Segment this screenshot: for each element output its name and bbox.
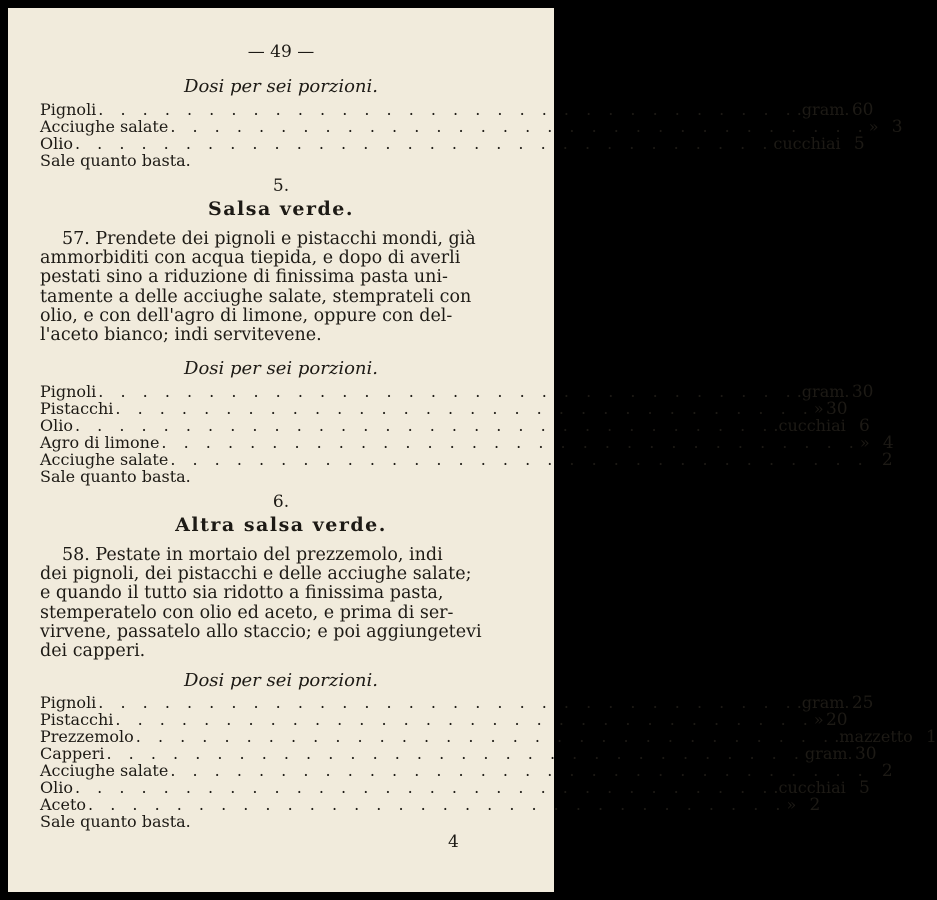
ingredient-unit: .gram. (796, 693, 850, 712)
ingredient-qty: 2 (881, 450, 893, 470)
ingredient-name: Olio (40, 778, 73, 797)
ingredient-qty: 60 (851, 100, 874, 120)
paragraph-line: e quando il tutto sia ridotto a finissima pasta, (40, 583, 444, 604)
leader-dots: . . . . . . . . . . . . . . . . . . . . . . . . . . . . . . . . (170, 117, 869, 136)
dosi-heading: Dosi per sei porzioni. (184, 76, 378, 97)
section-number: 6. (272, 492, 290, 512)
ingredient-qty: 6 (858, 416, 870, 436)
ingredient-name: Acciughe salate (40, 761, 169, 780)
ingredient-name: Acciughe salate (40, 450, 169, 469)
paragraph-line: virvene, passatelo allo staccio; e poi aggiungetevi (40, 621, 482, 642)
paragraph-line: stemperatelo con olio ed aceto, e prima di ser- (40, 602, 454, 623)
leader-dots: . . . . . . . . . . . . . . . . . . . . . . . . . . . . . . . . (98, 382, 797, 401)
ingredient-name: Pignoli (40, 693, 97, 712)
ingredient-unit: .cucchiai (773, 416, 846, 435)
paragraph-line: dei pignoli, dei pistacchi e delle acciughe salate; (40, 564, 472, 585)
ingredient-name: Agro di limone (40, 433, 160, 452)
ingredient-unit: .mazzetto (834, 727, 913, 746)
ingredient-name: Acciughe salate (40, 117, 169, 136)
ingredient-unit: » (786, 795, 797, 814)
book-page (8, 8, 937, 892)
leader-dots: . . . . . . . . . . . . . . . . . . . . . . . . . . . . . . . . (88, 795, 787, 814)
ingredient-unit: » (868, 117, 879, 136)
ingredient-qty: 5 (853, 134, 865, 154)
recipe-paragraph (40, 546, 500, 661)
ingredient-name: Olio (40, 134, 73, 153)
paragraph-line: 57. Prendete dei pignoli e pistacchi mondi, già (62, 229, 476, 249)
leader-dots: . . . . . . . . . . . . . . . . . . . . . . . . . . . . . . . . (98, 100, 797, 119)
ingredient-name: Pignoli (40, 100, 97, 119)
leader-dots: . . . . . . . . . . . . . . . . . . . . . . . . . . . . . . . . (170, 761, 869, 780)
ingredient-name: Olio (40, 416, 73, 435)
ingredient-unit: gram. (804, 744, 853, 763)
section-number: 5. (272, 176, 290, 196)
ingredient-qty: 30 (851, 382, 874, 402)
ingredient-qty: 5 (858, 778, 870, 798)
dosi-heading: Dosi per sei porzioni. (184, 358, 378, 379)
paragraph-line: pestati sino a riduzione di finissima pasta uni- (40, 267, 448, 288)
leader-dots: . . . . . . . . . . . . . . . . . . . . . . . . . . . . . . . . (106, 744, 805, 763)
paragraph-line: olio, e con dell'agro di limone, oppure con del- (40, 305, 453, 326)
ingredient-name: Prezzemolo (40, 727, 134, 746)
ingredient-qty: 2 (809, 795, 821, 815)
paragraph-line: dei capperi. (40, 641, 146, 662)
paragraph-line: ammorbiditi con acqua tiepida, e dopo di averli (40, 248, 461, 269)
leader-dots: . . . . . . . . . . . . . . . . . . . . . . . . . . . . . . . . (115, 399, 814, 418)
recipe-title: Salsa verde. (208, 198, 354, 220)
ingredient-qty: 30 (854, 744, 877, 764)
leader-dots: . . . . . . . . . . . . . . . . . . . . . . . . . . . . . . . . (74, 416, 774, 435)
ingredient-unit: .gram. (796, 382, 850, 401)
ingredient-unit: » (813, 710, 824, 729)
recipe-paragraph (40, 230, 500, 345)
leader-dots: . . . . . . . . . . . . . . . . . . . . . . . . . . . . . . . . (161, 433, 860, 452)
leader-dots: . . . . . . . . . . . . . . . . . . . . . . . . . . . . . . . . (115, 710, 814, 729)
ingredient-qty: 30 (825, 399, 848, 419)
ingredient-qty: 3 (891, 117, 903, 137)
paragraph-line: l'aceto bianco; indi servitevene. (40, 325, 322, 346)
leader-dots: . . . . . . . . . . . . . . . . . . . . . . . . . . . . . . . . (170, 450, 869, 469)
ingredient-qty: 4 (882, 433, 894, 453)
recipe-title: Altra salsa verde. (175, 514, 387, 536)
page-number: — 49 — (247, 42, 315, 62)
ingredient-name: Aceto (40, 795, 87, 814)
ingredient-qty: 25 (851, 693, 874, 713)
ingredient-unit: .gram. (796, 100, 850, 119)
leader-dots: . . . . . . . . . . . . . . . . . . . . . . . . . . . . . . . . (74, 134, 774, 153)
ingredient-qty: 20 (825, 710, 848, 730)
sale-note: Sale quanto basta. (40, 467, 191, 486)
sale-note: Sale quanto basta. (40, 151, 191, 170)
signature-mark: 4 (448, 832, 459, 852)
ingredient-unit: » (859, 433, 870, 452)
leader-dots: . . . . . . . . . . . . . . . . . . . . . . . . . . . . . . . . (98, 693, 797, 712)
ingredient-unit: » (813, 399, 824, 418)
ingredient-name: Pistacchi (40, 710, 114, 729)
sale-note: Sale quanto basta. (40, 812, 191, 831)
ingredient-qty: 1 (925, 727, 937, 747)
ingredient-name: Pignoli (40, 382, 97, 401)
paragraph-line: 58. Pestate in mortaio del prezzemolo, indi (62, 545, 443, 565)
ingredient-name: Capperi (40, 744, 105, 763)
leader-dots: . . . . . . . . . . . . . . . . . . . . . . . . . . . . . . . . (135, 727, 835, 746)
paragraph-line: tamente a delle acciughe salate, stemprateli con (40, 286, 472, 307)
ingredient-unit: .cucchiai (773, 778, 846, 797)
leader-dots: . . . . . . . . . . . . . . . . . . . . . . . . . . . . . . . . (74, 778, 774, 797)
ingredient-unit: cucchiai (773, 134, 841, 153)
ingredient-qty: 2 (881, 761, 893, 781)
dosi-heading: Dosi per sei porzioni. (184, 670, 378, 691)
ingredient-name: Pistacchi (40, 399, 114, 418)
